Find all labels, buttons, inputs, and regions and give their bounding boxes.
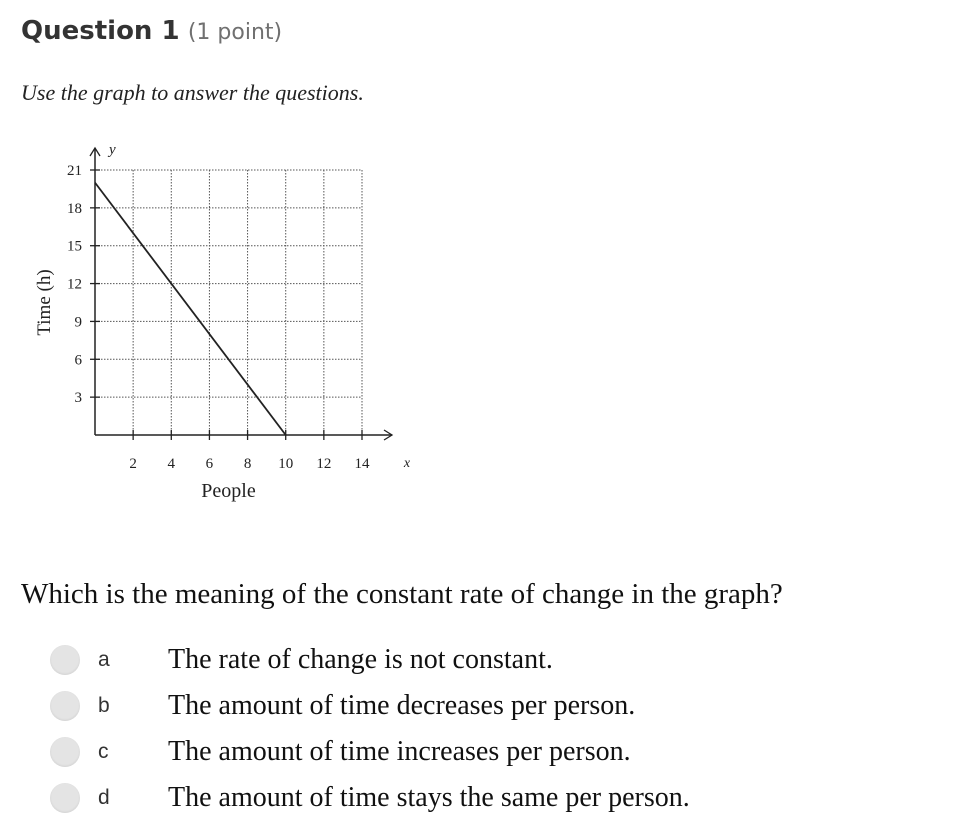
radio-button-icon[interactable] — [50, 783, 80, 813]
question-points: (1 point) — [187, 20, 283, 45]
choice-text: The amount of time decreases per person. — [168, 690, 636, 721]
y-tick-label: 9 — [74, 314, 82, 331]
question-title: Question 1 — [21, 16, 180, 46]
x-tick-label: 12 — [316, 456, 332, 472]
y-tick-label: 12 — [67, 276, 82, 293]
y-tick-label: 15 — [67, 238, 82, 255]
y-tick-label: 3 — [74, 390, 82, 407]
question-instruction: Use the graph to answer the questions. — [21, 80, 364, 105]
question-header — [21, 16, 282, 46]
y-tick-label: 21 — [67, 163, 82, 179]
choice-b[interactable] — [50, 686, 770, 726]
choice-letter: c — [98, 740, 109, 763]
choice-text: The rate of change is not constant. — [168, 644, 553, 675]
choice-d[interactable] — [50, 778, 770, 818]
y-tick-label: 18 — [67, 200, 82, 217]
choice-text: The amount of time increases per person. — [168, 736, 631, 767]
data-line — [95, 183, 286, 435]
x-tick-label: 10 — [278, 456, 294, 472]
choice-letter: d — [98, 786, 110, 809]
y-tick-label: 6 — [74, 352, 82, 369]
choice-text: The amount of time stays the same per person. — [168, 782, 690, 813]
x-tick-label: 6 — [205, 456, 214, 472]
x-tick-label: 2 — [129, 456, 137, 472]
x-axis-symbol: x — [403, 456, 411, 471]
radio-button-icon[interactable] — [50, 645, 80, 675]
choice-c[interactable] — [50, 732, 770, 772]
graph — [20, 135, 411, 515]
choice-a[interactable] — [50, 640, 770, 680]
choice-letter: b — [98, 694, 110, 717]
radio-button-icon[interactable] — [50, 691, 80, 721]
x-tick-label: 4 — [167, 456, 176, 472]
x-axis-label: People — [201, 480, 256, 502]
question-prompt: Which is the meaning of the constant rate of change in the graph? — [21, 578, 783, 610]
y-axis-symbol: y — [109, 142, 116, 158]
x-tick-label: 14 — [354, 456, 370, 472]
x-tick-label: 8 — [243, 456, 252, 472]
radio-button-icon[interactable] — [50, 737, 80, 767]
y-axis-label: Time (h) — [34, 269, 55, 336]
choice-letter: a — [98, 648, 110, 671]
